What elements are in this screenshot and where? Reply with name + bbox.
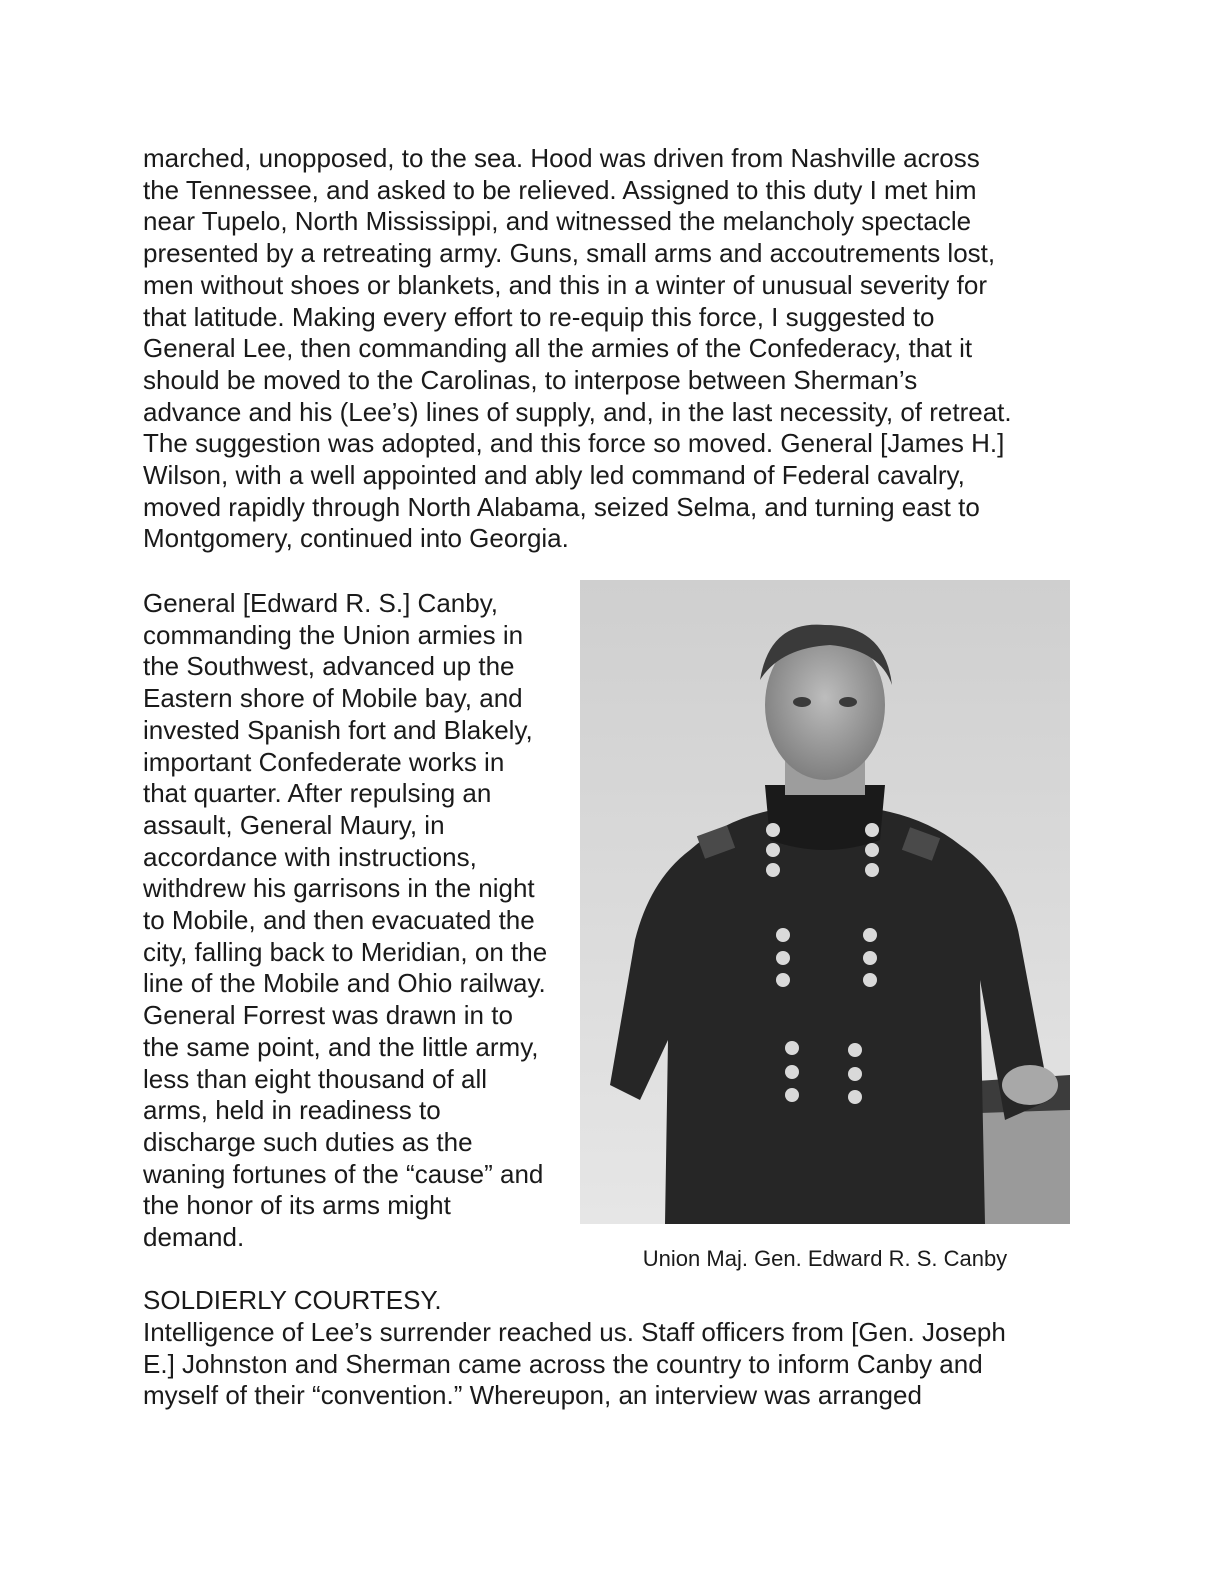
text-line: line of the Mobile and Ohio railway. [143, 968, 546, 999]
text-line: that latitude. Making every effort to re-equip this force, I suggested to [143, 301, 935, 332]
text-line: should be moved to the Carolinas, to interpose between Sherman’s [143, 364, 918, 395]
text-line: assault, General Maury, in [143, 809, 445, 840]
text-line: General [Edward R. S.] Canby, [143, 588, 499, 618]
text-line: city, falling back to Meridian, on the [143, 936, 548, 967]
text-line: demand. [143, 1222, 245, 1253]
text-line: the Southwest, advanced up the [143, 651, 515, 682]
text-line: invested Spanish fort and Blakely, [143, 714, 533, 745]
text-line: the Tennessee, and asked to be relieved. Assigned to this duty I met him [143, 174, 977, 205]
text-line: near Tupelo, North Mississippi, and witnessed the melancholy spectacle [143, 206, 972, 237]
photo-caption: Union Maj. Gen. Edward R. S. Canby [642, 1246, 1008, 1271]
paragraph-opening [143, 143, 1012, 555]
text-line: Intelligence of Lee’s surrender reached us. Staff officers from [Gen. Joseph [143, 1317, 1006, 1347]
text-line: less than eight thousand of all [143, 1063, 488, 1094]
text-line: important Confederate works in [143, 746, 505, 777]
text-line: advance and his (Lee’s) lines of supply, and, in the last necessity, of retreat. [143, 396, 1012, 427]
text-line: E.] Johnston and Sherman came across the country to inform Canby and [143, 1348, 983, 1379]
text-line: Eastern shore of Mobile bay, and [143, 683, 523, 714]
text-line: to Mobile, and then evacuated the [143, 905, 535, 936]
text-line: moved rapidly through North Alabama, seized Selma, and turning east to [143, 491, 980, 522]
text-line: the same point, and the little army, [143, 1031, 539, 1062]
text-line: waning fortunes of the “cause” and [143, 1158, 544, 1189]
text-line: the honor of its arms might [143, 1190, 451, 1221]
text-line: that quarter. After repulsing an [143, 778, 492, 809]
text-line: presented by a retreating army. Guns, small arms and accoutrements lost, [143, 238, 996, 269]
text-line: Montgomery, continued into Georgia. [143, 523, 569, 554]
text-line: marched, unopposed, to the sea. Hood was driven from Nashville across [143, 143, 980, 173]
paragraph-canby [143, 588, 547, 1254]
portrait-photo [580, 580, 1070, 1224]
paragraph-courtesy [143, 1317, 1006, 1412]
text-line: withdrew his garrisons in the night [143, 873, 535, 904]
text-line: commanding the Union armies in [143, 619, 524, 650]
section-heading: SOLDIERLY COURTESY. [143, 1285, 442, 1315]
text-line: arms, held in readiness to [143, 1095, 441, 1126]
text-line: discharge such duties as the [143, 1126, 473, 1157]
text-line: General Forrest was drawn in to [143, 1000, 513, 1031]
text-line: The suggestion was adopted, and this force so moved. General [James H.] [143, 428, 1005, 459]
text-line: men without shoes or blankets, and this in a winter of unusual severity for [143, 269, 987, 300]
text-line: Wilson, with a well appointed and ably led command of Federal cavalry, [143, 460, 965, 491]
text-line: accordance with instructions, [143, 841, 477, 872]
text-line: General Lee, then commanding all the armies of the Confederacy, that it [143, 333, 973, 364]
text-line: myself of their “convention.” Whereupon, an interview was arranged [143, 1380, 922, 1411]
